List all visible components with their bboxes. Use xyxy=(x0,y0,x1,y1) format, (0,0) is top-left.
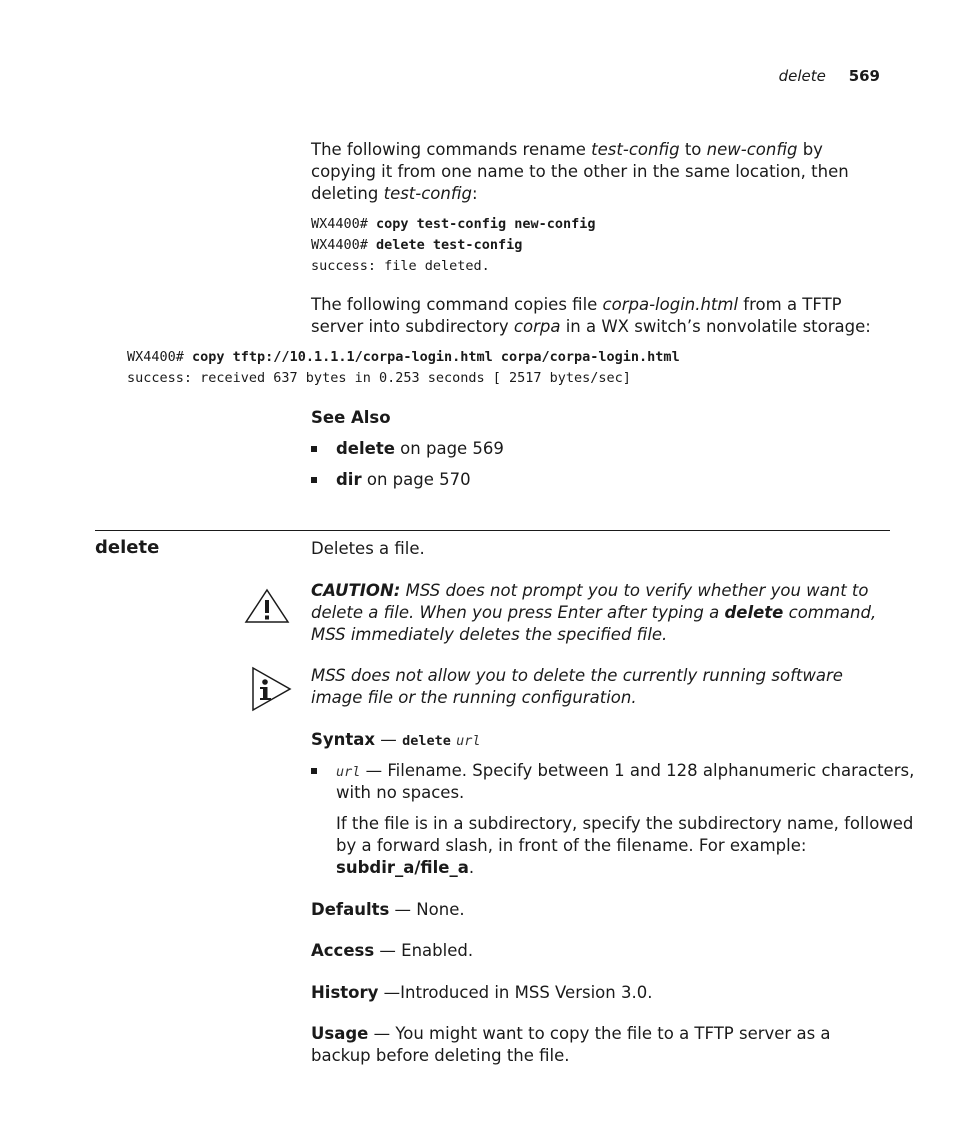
defaults-label: Defaults xyxy=(311,900,390,919)
defaults-line xyxy=(311,899,889,921)
text-span: to xyxy=(679,140,707,159)
text-span: from a TFTP server into subdirectory xyxy=(311,295,842,336)
parameter-extra xyxy=(336,813,913,879)
section-description: Deletes a file. xyxy=(311,539,425,558)
text-span: The following commands rename xyxy=(311,140,592,159)
code-command: copy test-config new-config xyxy=(376,216,596,232)
code-line xyxy=(311,256,595,277)
access-line xyxy=(311,940,889,962)
intro-paragraph-2 xyxy=(311,294,889,338)
caution-label: CAUTION: xyxy=(311,581,401,600)
page-reference: on page 569 xyxy=(394,439,504,458)
code-prompt: WX4400# xyxy=(311,237,377,253)
link-command[interactable]: delete xyxy=(336,439,395,458)
filename-italic: new-config xyxy=(706,140,798,159)
history-label: History xyxy=(311,983,379,1002)
parameter-description: — Filename. Specify between 1 and 128 alphanumeric characters, xyxy=(360,761,915,780)
text-span: command, MSS immediately deletes the specified file. xyxy=(311,603,877,644)
usage-line xyxy=(311,1023,889,1067)
text-span: by copying it from one name to the other in the same location, then deleting xyxy=(311,140,849,203)
see-also-heading: See Also xyxy=(311,408,391,427)
access-label: Access xyxy=(311,941,375,960)
text-span: . xyxy=(468,858,475,877)
code-command: copy tftp://10.1.1.1/corpa-login.html corpa/corpa-login.html xyxy=(192,349,680,365)
code-block-rename xyxy=(311,214,595,277)
text-line: by a forward slash, in front of the filename. For example: xyxy=(336,836,807,855)
text-span: — None. xyxy=(389,900,465,919)
text-span: — Enabled. xyxy=(374,941,474,960)
text-line: If the file is in a subdirectory, specify the subdirectory name, followed xyxy=(336,814,914,833)
example-path: subdir_a/file_a xyxy=(336,858,469,877)
running-header xyxy=(700,67,880,85)
code-line xyxy=(127,347,680,368)
syntax-command: delete xyxy=(402,733,451,749)
directory-italic: corpa xyxy=(513,317,561,336)
text-span: The following command copies file xyxy=(311,295,603,314)
syntax-argument: url xyxy=(456,733,481,749)
command-bold: delete xyxy=(724,603,784,622)
code-line xyxy=(127,368,680,389)
info-icon xyxy=(251,666,293,712)
section-title: delete xyxy=(95,537,160,558)
history-line xyxy=(311,982,889,1004)
text-span: —Introduced in MSS Version 3.0. xyxy=(378,983,653,1002)
syntax-label: Syntax xyxy=(311,730,376,749)
link-command[interactable]: dir xyxy=(336,470,362,489)
page-number: 569 xyxy=(848,67,880,85)
intro-paragraph-1 xyxy=(311,139,889,205)
header-section-name: delete xyxy=(778,67,826,85)
code-line xyxy=(311,235,595,256)
filename-italic: test-config xyxy=(383,184,472,203)
caution-text xyxy=(311,580,889,646)
caution-icon xyxy=(244,588,290,624)
section-divider xyxy=(95,530,890,531)
code-output: success: received 637 bytes in 0.253 seconds [ 2517 bytes/sec] xyxy=(127,370,631,386)
usage-label: Usage xyxy=(311,1024,369,1043)
parameter-description-cont: with no spaces. xyxy=(336,783,465,802)
bullet-icon xyxy=(311,768,317,774)
text-span: — You might want to copy the file to a TFTP server as a backup before deleting the file. xyxy=(311,1024,831,1065)
code-line xyxy=(311,214,595,235)
code-block-tftp xyxy=(127,347,680,389)
text-span: in a WX switch’s nonvolatile storage: xyxy=(560,317,871,336)
syntax-line xyxy=(311,729,889,752)
bullet-icon xyxy=(311,477,317,483)
page-reference: on page 570 xyxy=(361,470,471,489)
code-output: success: file deleted. xyxy=(311,258,490,274)
bullet-icon xyxy=(311,446,317,452)
code-command: delete test-config xyxy=(376,237,523,253)
parameter-name: url xyxy=(336,764,361,780)
code-prompt: WX4400# xyxy=(127,349,193,365)
text-span: — xyxy=(375,730,403,749)
note-text: MSS does not allow you to delete the currently running software image file or the running configuration. xyxy=(311,666,843,707)
text-span: MSS does not prompt you to verify whether you want to delete a file. When you press Enter after typing a xyxy=(311,581,869,622)
text-line xyxy=(336,857,913,879)
filename-italic: test-config xyxy=(591,140,680,159)
filename-italic: corpa-login.html xyxy=(602,295,739,314)
code-prompt: WX4400# xyxy=(311,216,377,232)
text-span: : xyxy=(472,184,478,203)
